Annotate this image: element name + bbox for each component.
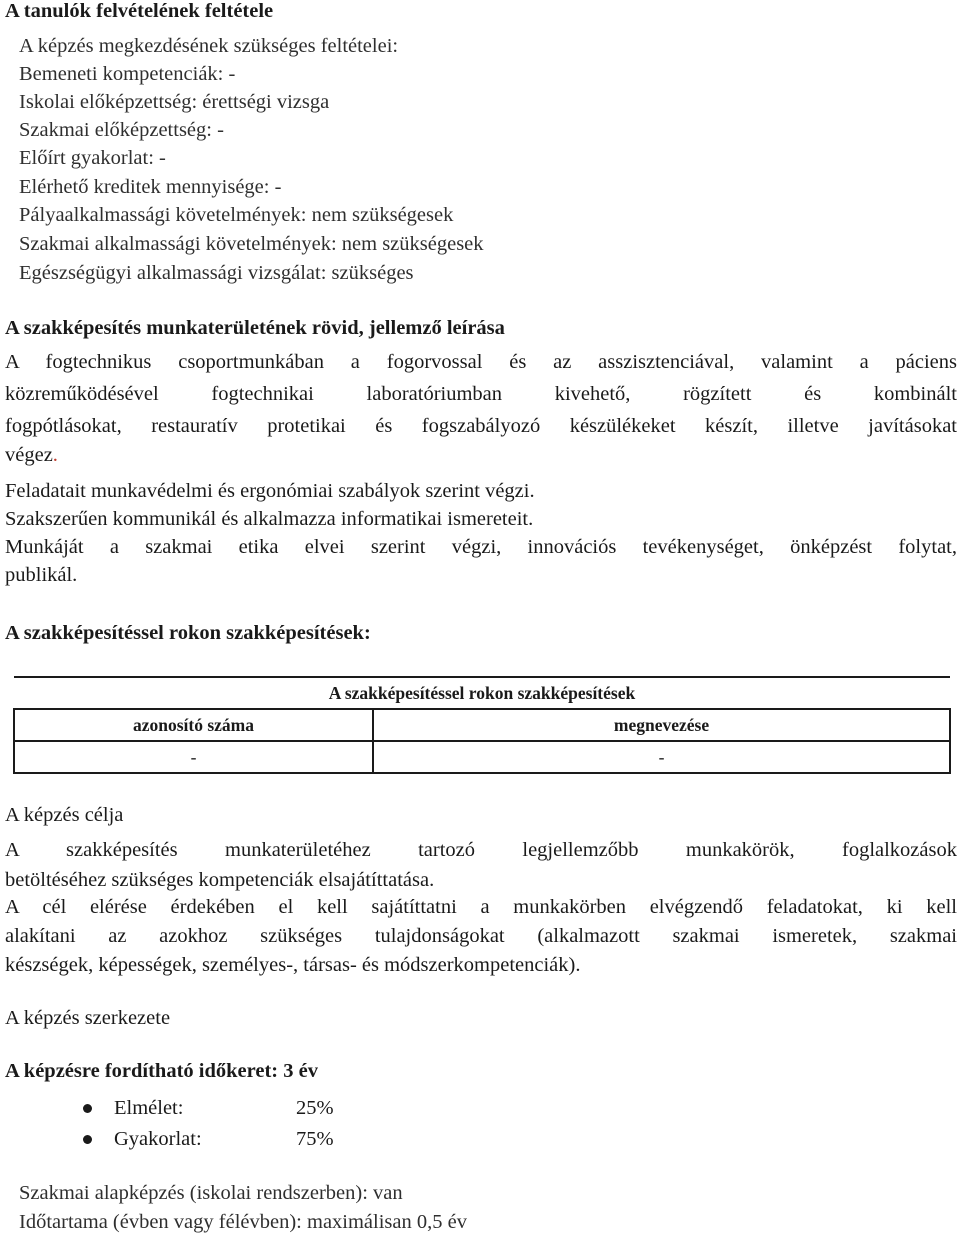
section-related-title: A szakképesítéssel rokon szakképesítések:: [5, 622, 371, 644]
admission-item: Szakmai előképzettség: -: [19, 119, 224, 141]
column-header-name: megnevezése: [373, 709, 950, 741]
table-cell-name: -: [373, 741, 950, 773]
work-paragraph-line: Munkáját a szakmai etika elvei szerint végzi, innovációs tevékenységet, önképzést folytat,: [5, 536, 957, 558]
section-structure-title: A képzés szerkezete: [5, 1007, 171, 1029]
table-row: [14, 741, 950, 773]
admission-item: A képzés megkezdésének szükséges feltételei:: [19, 35, 399, 57]
table-caption: A szakképesítéssel rokon szakképesítések: [14, 677, 950, 709]
work-paragraph-line: közreműködésével fogtechnikai laboratóriumban kivehető, rögzített és kombinált: [5, 383, 957, 405]
admission-item: Pályaalkalmassági követelmények: nem szükségesek: [19, 204, 454, 226]
duration-line: Időtartama (évben vagy félévben): maximálisan 0,5 év: [19, 1211, 467, 1233]
related-qualifications-table: [13, 676, 951, 774]
goal-paragraph-line: A szakképesítés munkaterületéhez tartozó legjellemzőbb munkakörök, foglalkozások: [5, 839, 957, 861]
section-time-title: A képzésre fordítható időkeret: 3 év: [5, 1060, 318, 1082]
section-admission-title: A tanulók felvételének feltétele: [5, 0, 274, 22]
list-item-label: Elmélet:: [114, 1097, 184, 1119]
red-period: .: [52, 444, 58, 466]
list-item-value: 25%: [296, 1097, 334, 1119]
goal-paragraph-line: A cél elérése érdekében el kell sajátíttatni a munkakörben elvégzendő feladatokat, ki kell: [5, 896, 957, 918]
work-paragraph-last-line: [5, 441, 58, 469]
work-paragraph-last-word: végez: [5, 444, 53, 466]
goal-paragraph-line: készségek, képességek, személyes-, társas- és módszerkompetenciák).: [5, 954, 581, 976]
list-item-value: 75%: [296, 1128, 334, 1150]
bullet-icon: [83, 1104, 92, 1113]
goal-paragraph-line: betöltéséhez szükséges kompetenciák elsajátíttatása.: [5, 869, 435, 891]
column-header-id: azonosító száma: [14, 709, 373, 741]
admission-item: Bemeneti kompetenciák: -: [19, 63, 236, 85]
bullet-icon: [83, 1135, 92, 1144]
admission-item: Szakmai alkalmassági követelmények: nem szükségesek: [19, 233, 484, 255]
admission-item: Előírt gyakorlat: -: [19, 147, 166, 169]
admission-item: Iskolai előképzettség: érettségi vizsga: [19, 91, 330, 113]
table-column-row: [14, 709, 950, 741]
admission-item: Elérhető kreditek mennyisége: -: [19, 176, 282, 198]
work-paragraph-line: publikál.: [5, 564, 78, 586]
admission-item: Egészségügyi alkalmassági vizsgálat: szükséges: [19, 262, 414, 284]
section-work-title: A szakképesítés munkaterületének rövid, jellemző leírása: [5, 317, 505, 339]
table-cell-id: -: [14, 741, 373, 773]
goal-paragraph-line: alakítani az azokhoz szükséges tulajdonságokat (alkalmazott szakmai ismeretek, szakmai: [5, 925, 957, 947]
basic-training-line: Szakmai alapképzés (iskolai rendszerben): van: [19, 1182, 403, 1204]
work-paragraph: Szakszerűen kommunikál és alkalmazza informatikai ismereteit.: [5, 508, 534, 530]
work-paragraph: Feladatait munkavédelmi és ergonómiai szabályok szerint végzi.: [5, 480, 535, 502]
list-item-label: Gyakorlat:: [114, 1128, 202, 1150]
work-paragraph-line: A fogtechnikus csoportmunkában a fogorvossal és az asszisztenciával, valamint a páciens: [5, 351, 957, 373]
work-paragraph-line: fogpótlásokat, restauratív protetikai és fogszabályozó készülékeket készít, illetve javításokat: [5, 415, 957, 437]
section-goal-title: A képzés célja: [5, 804, 124, 826]
table-header-row: [14, 677, 950, 709]
